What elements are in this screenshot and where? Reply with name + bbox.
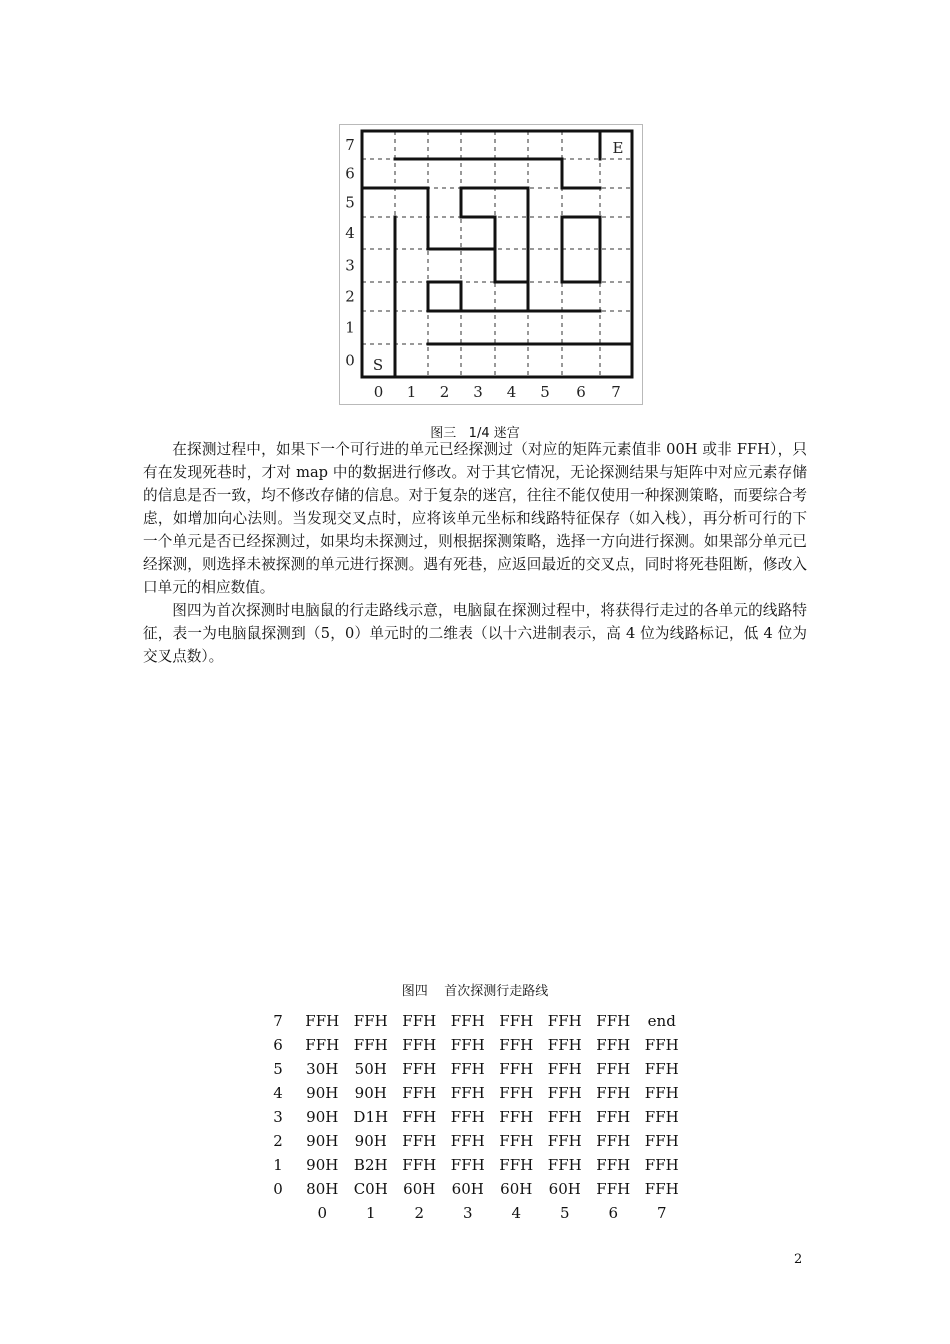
maze-row-label: 0 [345,351,355,370]
table-cell: FFH [596,1060,631,1078]
figure3-caption-prefix: 图三 [430,426,457,441]
table-cell: 60H [403,1180,436,1198]
table-cell: FFH [499,1108,534,1126]
maze-col-label: 0 [373,383,384,401]
table-cell: FFH [547,1036,582,1054]
table-cell: B2H [353,1156,388,1174]
row-label: 4 [273,1084,283,1102]
table-cell: 90H [306,1108,339,1126]
table-cell: FFH [547,1012,582,1030]
table-cell: FFH [450,1108,485,1126]
paragraph: 图四为首次探测时电脑鼠的行走路线示意，电脑鼠在探测过程中，将获得行走过的各单元的线路特征，表一为电脑鼠探测到（5，0）单元时的二维表（以十六进制表示，高 4 位为线路标记，低 4 位为交叉点数）。 [143,602,807,665]
row-label: 2 [273,1132,283,1150]
table-cell: FFH [402,1060,437,1078]
table-cell: end [647,1012,676,1030]
maze-col-label: 6 [576,383,586,401]
table-cell: FFH [305,1012,340,1030]
table-cell: FFH [499,1036,534,1054]
maze-row-label: 5 [345,193,355,212]
table-row [258,1033,686,1057]
row-label: 6 [273,1036,283,1054]
table-cell: FFH [499,1060,534,1078]
table-cell: 90H [306,1156,339,1174]
column-label: 6 [608,1204,619,1222]
table-cell: FFH [305,1036,340,1054]
figure4-caption-prefix: 图四 [401,984,428,999]
table-cell: FFH [402,1036,437,1054]
maze-row-label: 7 [345,136,355,154]
maze-col-label: 7 [611,383,621,401]
column-label: 2 [414,1204,425,1222]
table-row [258,1057,686,1081]
table-cell: 90H [306,1132,339,1150]
table-cell: FFH [596,1012,631,1030]
column-label: 5 [559,1204,570,1222]
table-cell: FFH [644,1132,679,1150]
table-cell: D1H [353,1108,389,1126]
table-row [258,1177,686,1201]
table-cell: 60H [500,1180,533,1198]
page-number: 2 [794,1252,803,1267]
table-cell: FFH [644,1180,679,1198]
column-label: 4 [511,1204,522,1222]
table-cell: 80H [306,1180,339,1198]
table-cell: 90H [306,1084,339,1102]
maze-end-label: E [612,139,624,157]
table-cell: FFH [402,1156,437,1174]
figure3-caption-text: 1/4 迷宫 [468,426,520,441]
maze-row-label: 6 [345,164,355,183]
table-cell: FFH [499,1084,534,1102]
table-cell: 30H [306,1060,339,1078]
table-cell: FFH [450,1084,485,1102]
table-cell: 90H [354,1132,387,1150]
maze-figure [339,124,643,405]
table-cell: FFH [402,1108,437,1126]
table-cell: FFH [547,1108,582,1126]
table-cell: FFH [644,1156,679,1174]
maze-col-label: 3 [473,383,483,401]
column-label: 1 [365,1204,376,1222]
row-label: 0 [273,1180,283,1198]
table-cell: FFH [644,1036,679,1054]
maze-row-label: 3 [345,256,355,275]
table-cell: FFH [402,1084,437,1102]
table-cell: FFH [450,1036,485,1054]
table-cell: FFH [547,1132,582,1150]
row-label: 5 [273,1060,283,1078]
table-cell: 60H [451,1180,484,1198]
table-row [258,1081,686,1105]
body-text [143,438,807,668]
table-cell: FFH [547,1156,582,1174]
row-label: 7 [273,1012,283,1030]
maze-start-label: S [372,356,384,374]
maze-row-label: 1 [345,318,355,337]
table-cell: FFH [644,1108,679,1126]
maze-row-label: 4 [345,224,355,242]
table1 [258,1009,686,1225]
table-row [258,1129,686,1153]
table-cell: FFH [499,1156,534,1174]
column-label: 3 [462,1204,473,1222]
column-label: 0 [317,1204,328,1222]
table-cell: 90H [354,1084,387,1102]
table-cell: FFH [402,1012,437,1030]
table-cell: FFH [644,1060,679,1078]
table-cell: FFH [596,1108,631,1126]
table-cell: FFH [450,1132,485,1150]
table-cell: FFH [596,1084,631,1102]
table-cell: FFH [450,1012,485,1030]
table-cell: FFH [596,1156,631,1174]
table-cell: FFH [450,1060,485,1078]
column-label-row [258,1201,686,1225]
maze-col-label: 1 [406,383,417,401]
table-cell: FFH [499,1012,534,1030]
table-row [258,1009,686,1033]
table-cell: FFH [596,1036,631,1054]
table-cell: FFH [596,1132,631,1150]
table-cell: FFH [596,1180,631,1198]
table-row [258,1105,686,1129]
maze-row-label: 2 [345,287,355,306]
maze-drawing [340,125,644,406]
table-cell: C0H [353,1180,388,1198]
paragraph: 在探测过程中，如果下一个可行进的单元已经探测过（对应的矩阵元素值非 00H 或非 FFH），只有在发现死巷时，才对 map 中的数据进行修改。对于其它情况，无论探测结果与矩阵中对应元素存储的信息是否一致，均不修改存储的信息。对于复杂的迷宫，往往不能仅使用一种探测策略，而要综合考虑，如增加向心法则。当发现交叉点时，应将该单元坐标和线路特征保存（如入栈），再分析可行的下一个单元是否已经探测过，如果均未探测过，则根据探测策略，选择一方向进行探测。如果部分单元已经探测，则选择未被探测的单元进行探测。遇有死巷，应返回最近的交叉点，同时将死巷阻断，修改入口单元的相应数值。 [143,441,807,596]
corner-cell [258,1201,298,1225]
maze-col-label: 2 [439,383,450,401]
column-label: 7 [656,1204,667,1222]
table-cell: 60H [548,1180,581,1198]
table-cell: FFH [644,1084,679,1102]
figure4-caption [0,980,950,999]
row-label: 3 [273,1108,283,1126]
table-cell: FFH [547,1060,582,1078]
figure4-caption-text: 首次探测行走路线 [444,984,549,999]
table-cell: FFH [353,1012,388,1030]
maze-col-label: 4 [506,383,517,401]
maze-col-label: 5 [540,383,550,401]
table-cell: FFH [402,1132,437,1150]
table-cell: FFH [353,1036,388,1054]
table-row [258,1153,686,1177]
row-label: 1 [273,1156,283,1174]
table-cell: FFH [499,1132,534,1150]
table-cell: 50H [354,1060,387,1078]
table-cell: FFH [547,1084,582,1102]
table-cell: FFH [450,1156,485,1174]
